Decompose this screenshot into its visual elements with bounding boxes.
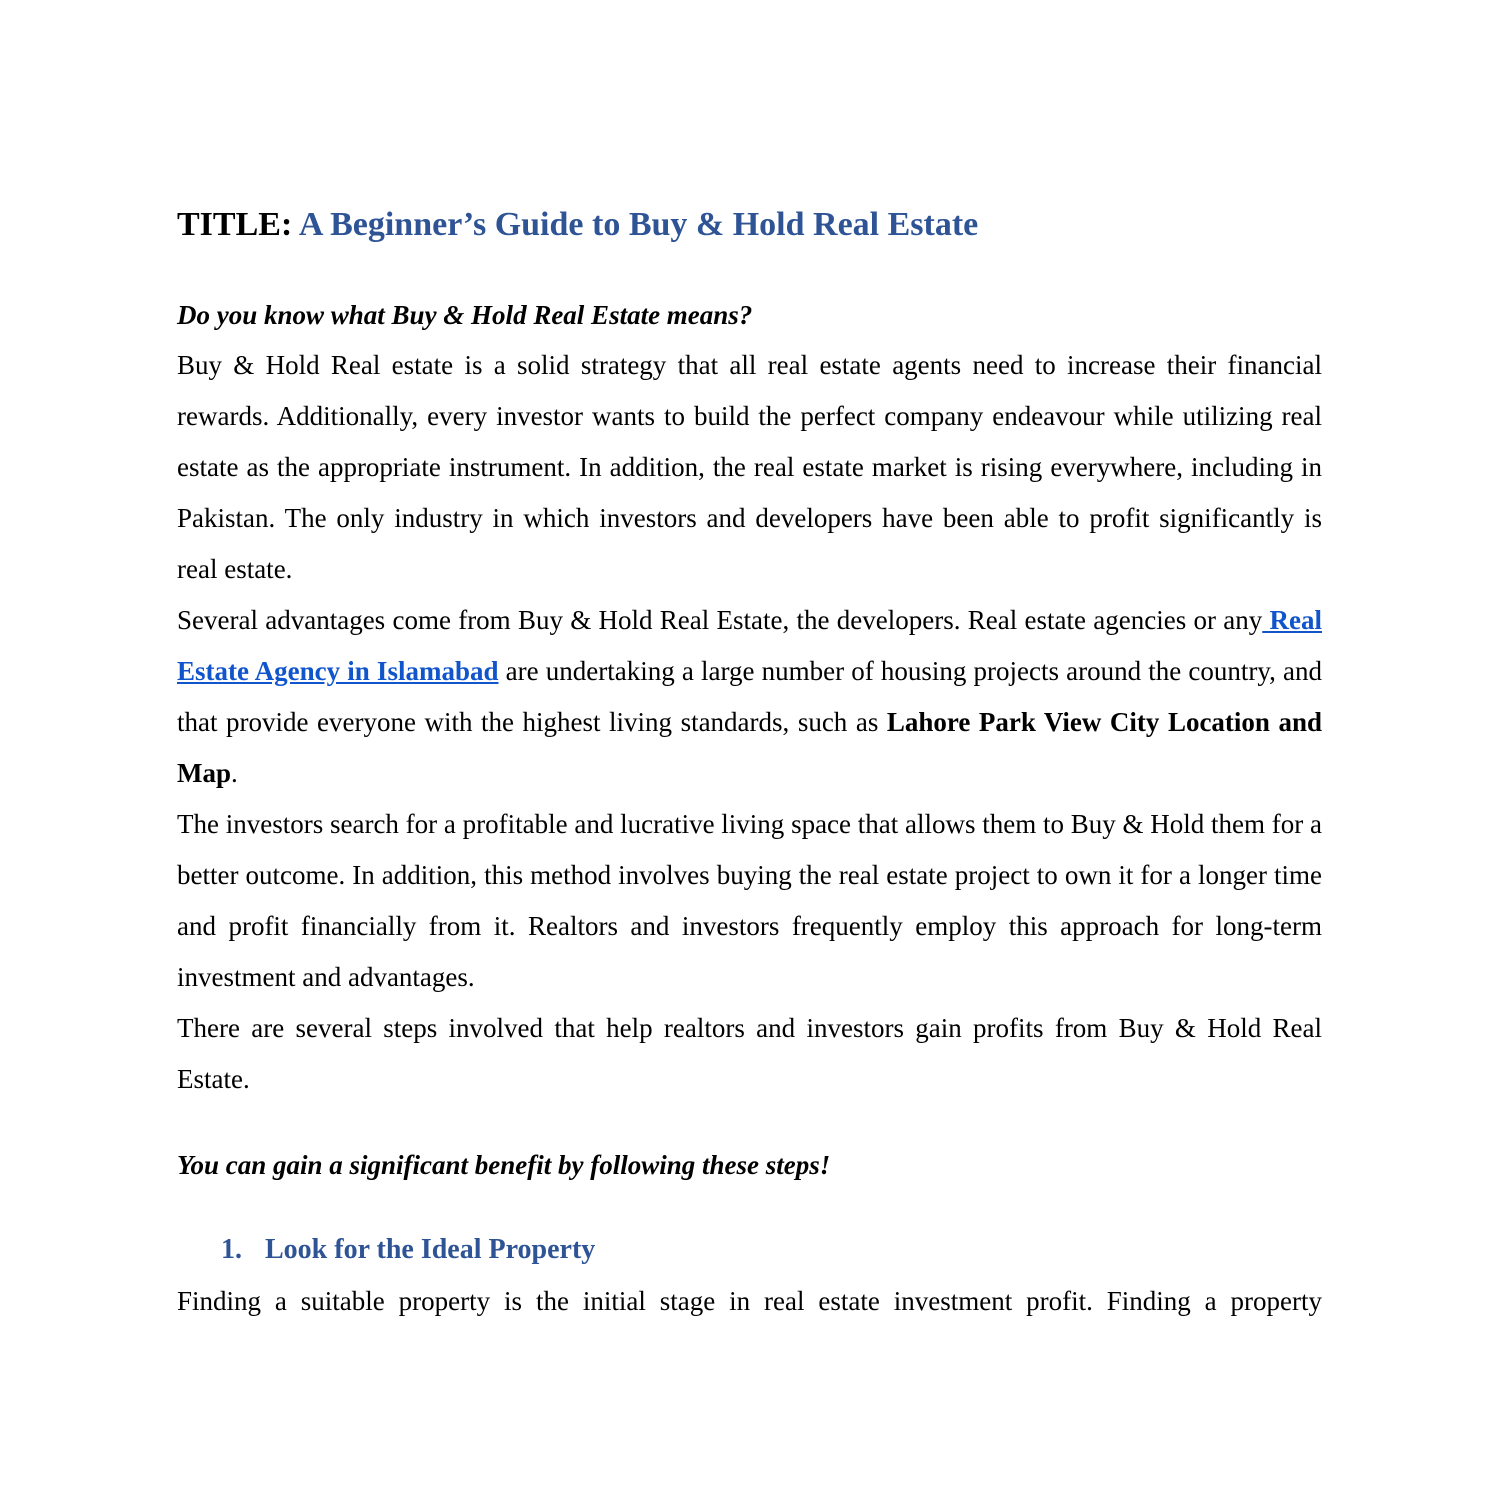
paragraph-advantages-text: Several advantages come from Buy & Hold Real Estate, the developers. Real estate agencies or any xyxy=(177,605,1263,635)
paragraph-steps-intro: There are several steps involved that help realtors and investors gain profits from Buy & Hold Real Estate. xyxy=(177,1013,1322,1094)
document-title xyxy=(177,199,1322,251)
step-label: Look for the Ideal Property xyxy=(265,1234,596,1265)
paragraph-advantages xyxy=(177,595,1322,799)
paragraph-finding-property: Finding a suitable property is the initial stage in real estate investment profit. Finding a property xyxy=(177,1286,1322,1316)
park-view-city-bold: Lahore Park View City Location and Map xyxy=(177,707,1322,788)
paragraph-investors: The investors search for a profitable and lucrative living space that allows them to Buy & Hold them for a better outcome. In addition, this method involves buying the real estate project to own it for a longer time and profit financially from it. Realtors and investors frequently employ this approach for long-term investment and advantages. xyxy=(177,809,1322,992)
paragraph-advantages-end: . xyxy=(231,758,238,788)
steps-heading: You can gain a significant benefit by following these steps! xyxy=(177,1150,831,1180)
step-heading xyxy=(221,1224,1322,1276)
question-heading: Do you know what Buy & Hold Real Estate means? xyxy=(177,300,753,330)
paragraph-intro: Buy & Hold Real estate is a solid strategy that all real estate agents need to increase their financial rewards. Additionally, every investor wants to build the perfect company endeavour while utilizing real estate as the appropriate instrument. In addition, the real estate market is rising everywhere, including in Pakistan. The only industry in which investors and developers have been able to profit significantly is real estate. xyxy=(177,350,1322,584)
title-prefix: TITLE: xyxy=(177,206,293,243)
paragraph-advantages-text-cont: are undertaking a large number of housing projects around the country, and that provide everyone with the highest living standards, such as xyxy=(177,656,1322,737)
title-text: A Beginner’s Guide to Buy & Hold Real Estate xyxy=(298,206,979,243)
step-number: 1. xyxy=(221,1234,242,1265)
real-estate-agency-link[interactable]: Real Estate Agency in Islamabad xyxy=(177,605,1322,686)
document-content xyxy=(177,199,1322,1327)
